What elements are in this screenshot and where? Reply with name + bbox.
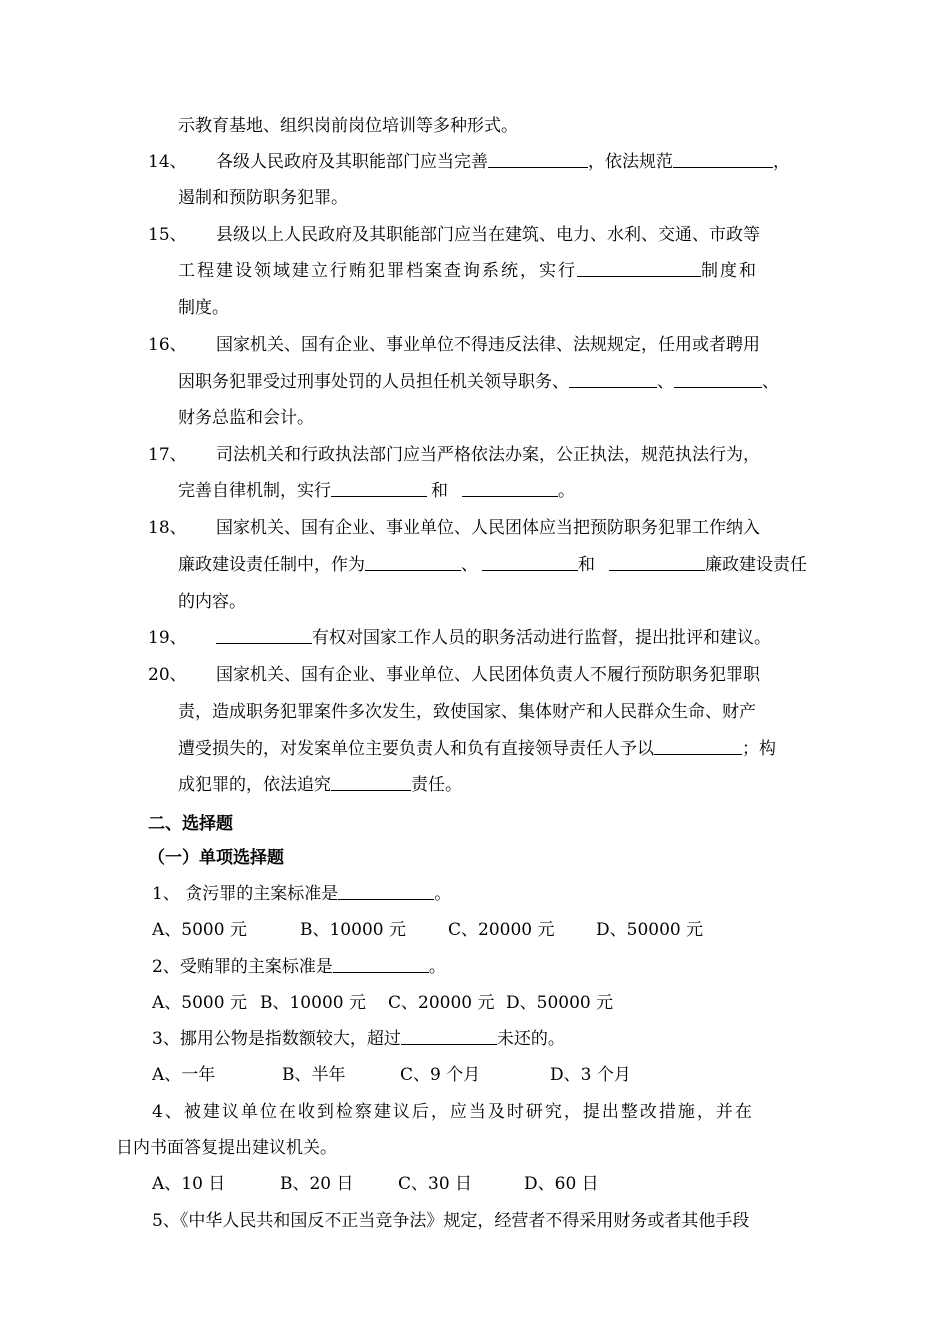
question-15-line1: 15、 县级以上人民政府及其职能部门应当在建筑、电力、水利、交通、市政等 — [148, 225, 760, 245]
option-d[interactable]: D、50000 元 — [596, 920, 704, 940]
question-20-line3: 遭受损失的，对发案单位主要负责人和负有直接领导责任人予以 ；构 — [178, 735, 776, 763]
question-15-line2: 工程建设领域建立行贿犯罪档案查询系统，实行 制度和 — [178, 257, 758, 285]
blank[interactable] — [365, 552, 461, 571]
subsection-title: （一）单项选择题 — [148, 848, 284, 868]
blank[interactable] — [331, 478, 427, 497]
blank[interactable] — [569, 369, 657, 388]
option-d[interactable]: D、60 日 — [524, 1174, 599, 1194]
question-20-line1: 20、 国家机关、国有企业、事业单位、人民团体负责人不履行预防职务犯罪职 — [148, 665, 760, 685]
option-a[interactable]: A、5000 元 — [152, 920, 247, 940]
question-14-line1: 14、 各级人民政府及其职能部门应当完善 ，依法规范 ， — [148, 148, 790, 176]
option-c[interactable]: C、20000 元 — [448, 920, 555, 940]
question-18-line1: 18、 国家机关、国有企业、事业单位、人民团体应当把预防职务犯罪工作纳入 — [148, 518, 760, 538]
blank[interactable] — [488, 149, 588, 168]
option-a[interactable]: A、10 日 — [152, 1174, 226, 1194]
question-17-line1: 17、 司法机关和行政执法部门应当严格依法办案，公正执法，规范执法行为， — [148, 445, 760, 465]
option-b[interactable]: B、10000 元 — [300, 920, 406, 940]
choice-4-stem: 4、被建议单位在收到检察建议后，应当及时研究，提出整改措施，并在 — [152, 1102, 754, 1122]
option-c[interactable]: C、9 个月 — [400, 1065, 481, 1085]
blank[interactable] — [338, 881, 434, 900]
question-20-line2: 责，造成职务犯罪案件多次发生，致使国家、集体财产和人民群众生命、财产 — [178, 702, 756, 722]
option-c[interactable]: C、30 日 — [398, 1174, 473, 1194]
option-d[interactable]: D、50000 元 — [506, 993, 614, 1013]
question-15-line3: 制度。 — [178, 298, 229, 318]
choice-3-stem: 3、挪用公物是指数额较大，超过 未还的。 — [152, 1025, 565, 1053]
question-18-line2: 廉政建设责任制中，作为 、 和 廉政建设责任 — [178, 551, 807, 579]
section-title: 二、选择题 — [148, 814, 233, 834]
blank[interactable] — [482, 552, 578, 571]
question-16-line3: 财务总监和会计。 — [178, 408, 314, 428]
blank[interactable] — [333, 954, 429, 973]
choice-4-stem-cont: 日内书面答复提出建议机关。 — [116, 1138, 337, 1158]
choice-4-options — [152, 1170, 599, 1198]
option-a[interactable]: A、5000 元 — [152, 993, 247, 1013]
question-19-line1: 19、 有权对国家工作人员的职务活动进行监督，提出批评和建议。 — [148, 624, 771, 652]
blank[interactable] — [462, 478, 558, 497]
choice-1-options — [152, 916, 703, 944]
q13-continuation: 示教育基地、组织岗前岗位培训等多种形式。 — [178, 116, 518, 136]
blank[interactable] — [216, 625, 312, 644]
blank[interactable] — [331, 772, 411, 791]
option-d[interactable]: D、3 个月 — [550, 1065, 631, 1085]
choice-1-stem: 1、 贪污罪的主案标准是 。 — [152, 880, 451, 908]
question-16-line2: 因职务犯罪受过刑事处罚的人员担任机关领导职务、 、 、 — [178, 368, 779, 396]
question-18-line3: 的内容。 — [178, 592, 246, 612]
option-a[interactable]: A、一年 — [152, 1065, 216, 1085]
blank[interactable] — [401, 1026, 497, 1045]
choice-5-stem: 5、《中华人民共和国反不正当竞争法》规定，经营者不得采用财务或者其他手段 — [152, 1211, 750, 1231]
question-20-line4: 成犯罪的，依法追究 责任。 — [178, 771, 462, 799]
question-16-line1: 16、 国家机关、国有企业、事业单位不得违反法律、法规规定，任用或者聘用 — [148, 335, 760, 355]
blank[interactable] — [674, 369, 762, 388]
blank[interactable] — [577, 258, 701, 277]
blank[interactable] — [654, 736, 742, 755]
option-b[interactable]: B、10000 元 — [260, 993, 366, 1013]
choice-2-options — [152, 989, 613, 1017]
option-c[interactable]: C、20000 元 — [388, 993, 495, 1013]
choice-2-stem: 2、受贿罪的主案标准是 。 — [152, 953, 446, 981]
option-b[interactable]: B、20 日 — [280, 1174, 354, 1194]
option-b[interactable]: B、半年 — [282, 1065, 346, 1085]
choice-3-options — [152, 1061, 631, 1089]
blank[interactable] — [673, 149, 773, 168]
question-17-line2: 完善自律机制，实行 和 。 — [178, 477, 575, 505]
blank[interactable] — [609, 552, 705, 571]
question-14-line2: 遏制和预防职务犯罪。 — [178, 188, 348, 208]
